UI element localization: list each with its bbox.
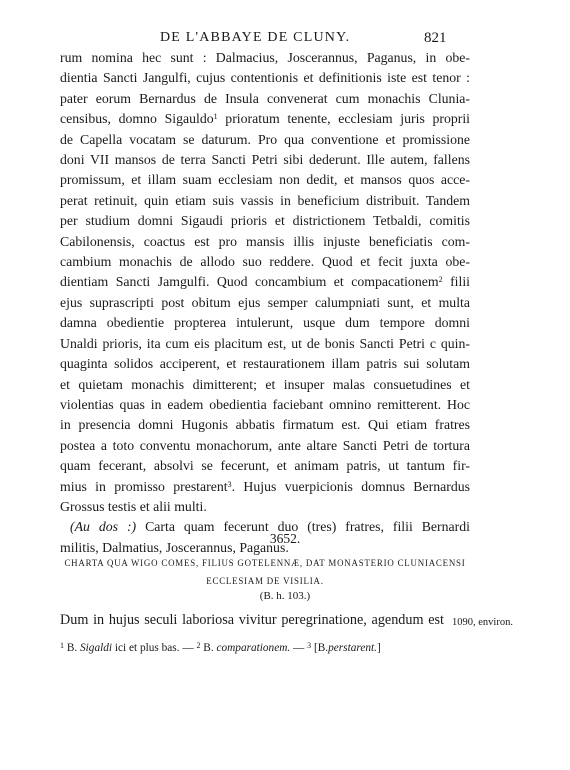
- body-line: in presencia domni Hugonis abbatis firmatum est. Qui etiam fratres: [60, 417, 470, 433]
- footnote-text: ]: [376, 642, 381, 654]
- footnote-variant: perstarent.: [328, 642, 377, 654]
- body-line: Unaldi prioris, ita cum eis placitum est, ut de bonis Sancti Petri c quin-: [60, 335, 470, 351]
- body-line: quaginta solidos acciperent, et restaurationem illam patris sui solutam: [60, 356, 470, 372]
- charter-reference: (B. h. 103.): [259, 590, 311, 602]
- footnote-text: —: [293, 642, 305, 654]
- page-number: 821: [424, 30, 447, 46]
- body-line: pater eorum Bernardus de Insula convenerat cum monachis Clunia-: [60, 90, 470, 106]
- footnote-text: ici et plus bas. —: [114, 642, 194, 654]
- footnote-ref: 1: [213, 112, 218, 122]
- body-line-part: mius in promisso prestarent: [60, 478, 228, 494]
- body-line: [60, 477, 470, 497]
- charter-body: [60, 48, 470, 558]
- body-line: promissum, et illam suam ecclesiam non dedit, et mansos quos acce-: [60, 172, 470, 188]
- footnote-mark: 1: [60, 641, 64, 650]
- body-line: ejus suprascripti post obitum ejus semper calumpniati sunt, et multa: [60, 294, 470, 310]
- footnote-text: [B.: [313, 642, 329, 654]
- body-line: et quietam monachis dimitterent; et insuper malas consuetudines et: [60, 376, 470, 392]
- footnotes: [60, 641, 381, 654]
- body-line: damna obedientie propterea intulerunt, usque dum tempore domni: [60, 315, 470, 331]
- footnote-ref: 3: [227, 479, 232, 489]
- charter-number: 3652.: [269, 531, 301, 546]
- body-line-part: Carta quam fecerunt duo (tres) fratres, filii Bernardi: [145, 519, 470, 535]
- charter-title: [60, 554, 470, 590]
- footnote-mark: 3: [307, 641, 312, 650]
- body-line: per studium domni Sigaudi prioris et districtionem Tetbaldi, comitis: [60, 213, 470, 229]
- body-line-part: censibus, domno Sigauldo: [60, 111, 214, 127]
- body-line: de Capella vocatam se daturum. Pro qua conventione et promissione: [60, 131, 470, 147]
- charter-title-line: CHARTA QUA WIGO COMES, FILIUS GOTELENNÆ, DAT MONASTERIO CLUNIACENSI: [64, 558, 466, 568]
- body-line: cambium monachis de allodo suo reddere. Quod et fecit juxta obe-: [60, 254, 470, 270]
- body-line: militis, Dalmatius, Joscerannus, Paganus.: [60, 539, 289, 555]
- charter-title-line: ECCLESIAM DE VISILIA.: [206, 576, 324, 586]
- charter-opening-line: Dum in hujus seculi laboriosa vivitur peregrinatione, agendum est: [60, 612, 444, 628]
- body-line: quam fecerant, absolvi se fecerunt, et animam patris, ut tantum fir-: [60, 458, 470, 474]
- body-line: doni VII mansos de terra Sancti Petri sibi dederunt. Ille autem, fallens: [60, 152, 470, 168]
- running-head: DE L'ABBAYE DE CLUNY.: [160, 30, 351, 45]
- body-line-part: filii: [450, 274, 470, 290]
- body-line: Grossus testis et alii multi.: [60, 498, 207, 514]
- footnote-text: B.: [203, 642, 214, 654]
- body-line-part: . Hujus vuerpicionis domnus Bernardus: [231, 478, 470, 494]
- body-line: Cabilonensis, coactus est pro mansis illis injuste beneficiatis com-: [60, 233, 470, 249]
- body-line-part: prioratum tenente, ecclesiam juris proprii: [225, 111, 471, 127]
- footnote-variant: Sigaldi: [80, 642, 113, 654]
- dorsal-label: (Au dos :): [70, 519, 137, 535]
- body-line: rum nomina hec sunt : Dalmacius, Joscerannus, Paganus, in obe-: [60, 50, 470, 65]
- body-line: dientia Sancti Jangulfi, cujus contentionis et definitionis iste est tenor :: [60, 70, 470, 86]
- footnote-ref: 2: [438, 275, 443, 285]
- body-line-part: dientiam Sancti Jamgulfi. Quod concambium et compacationem: [60, 274, 439, 290]
- body-line: [60, 272, 470, 292]
- footnote-text: B.: [66, 642, 78, 654]
- body-line: perat retinuit, quin etiam suis vassis in beneficium distribuit. Tandem: [60, 192, 470, 208]
- margin-date: 1090, environ.: [452, 617, 513, 628]
- body-line: postea a toto conventu monachorum, ante altare Sancti Petri de tortura: [60, 437, 470, 453]
- footnote-mark: 2: [196, 641, 201, 650]
- footnote-variant: comparationem.: [216, 642, 291, 654]
- body-line: [60, 109, 470, 129]
- body-line: violentias quas in eadem obedientia faciebant omnino remitterent. Hoc: [60, 396, 470, 412]
